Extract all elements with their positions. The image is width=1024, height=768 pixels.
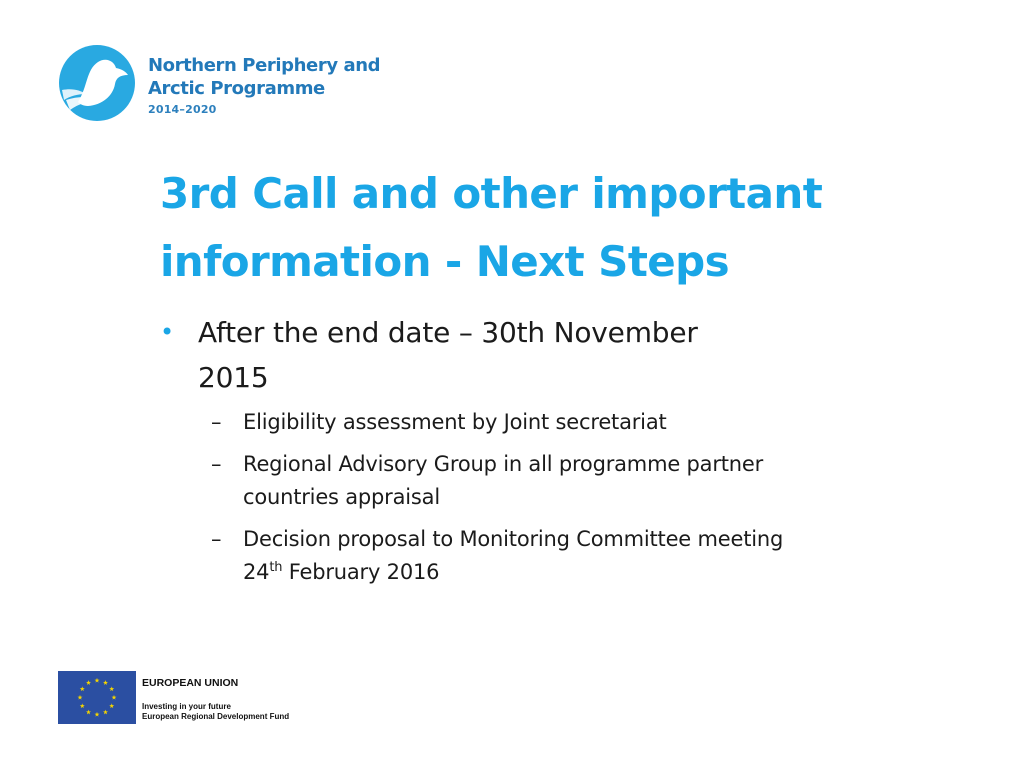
programme-logo [58, 44, 388, 126]
eu-fund-name: European Regional Development Fund [142, 712, 290, 721]
meeting-date-day: 24 [243, 560, 270, 584]
bullet-text-line1: After the end date – 30th November [198, 316, 698, 349]
bullet-text-line2: 2015 [198, 361, 269, 394]
slide-title-line1: 3rd Call and other important [160, 169, 823, 218]
bullet-marker: • [160, 318, 174, 346]
meeting-date-ordinal: th [269, 560, 283, 575]
sub-bullet-text-line1: Regional Advisory Group in all programme partner [243, 452, 764, 476]
slide-title [160, 160, 920, 296]
programme-years: 2014–2020 [148, 103, 217, 116]
eu-slogan: Investing in your future [142, 702, 231, 711]
dash-marker: – [211, 527, 222, 551]
eu-flag-icon [58, 671, 136, 724]
eu-logo [58, 671, 318, 725]
programme-name-line1: Northern Periphery and [148, 55, 381, 76]
slide-title-line2: information - Next Steps [160, 237, 730, 286]
bullet-item [160, 310, 880, 400]
sub-bullet-text: Eligibility assessment by Joint secretariat [243, 410, 667, 434]
sub-bullet-text-line2: countries appraisal [243, 485, 440, 509]
dash-marker: – [211, 410, 222, 434]
sub-bullet-item [206, 406, 880, 439]
sub-bullet-text-line1: Decision proposal to Monitoring Committee meeting [243, 527, 784, 551]
sub-bullet-item [206, 523, 880, 589]
slide-body [160, 310, 880, 598]
meeting-date-rest: February 2016 [282, 560, 440, 584]
sub-bullet-item [206, 448, 880, 514]
programme-name-line2: Arctic Programme [148, 78, 325, 99]
programme-name [148, 54, 380, 116]
eu-title: EUROPEAN UNION [142, 677, 239, 689]
dash-marker: – [211, 452, 222, 476]
sub-bullet-list [160, 406, 880, 589]
bird-logo-icon [58, 44, 136, 122]
